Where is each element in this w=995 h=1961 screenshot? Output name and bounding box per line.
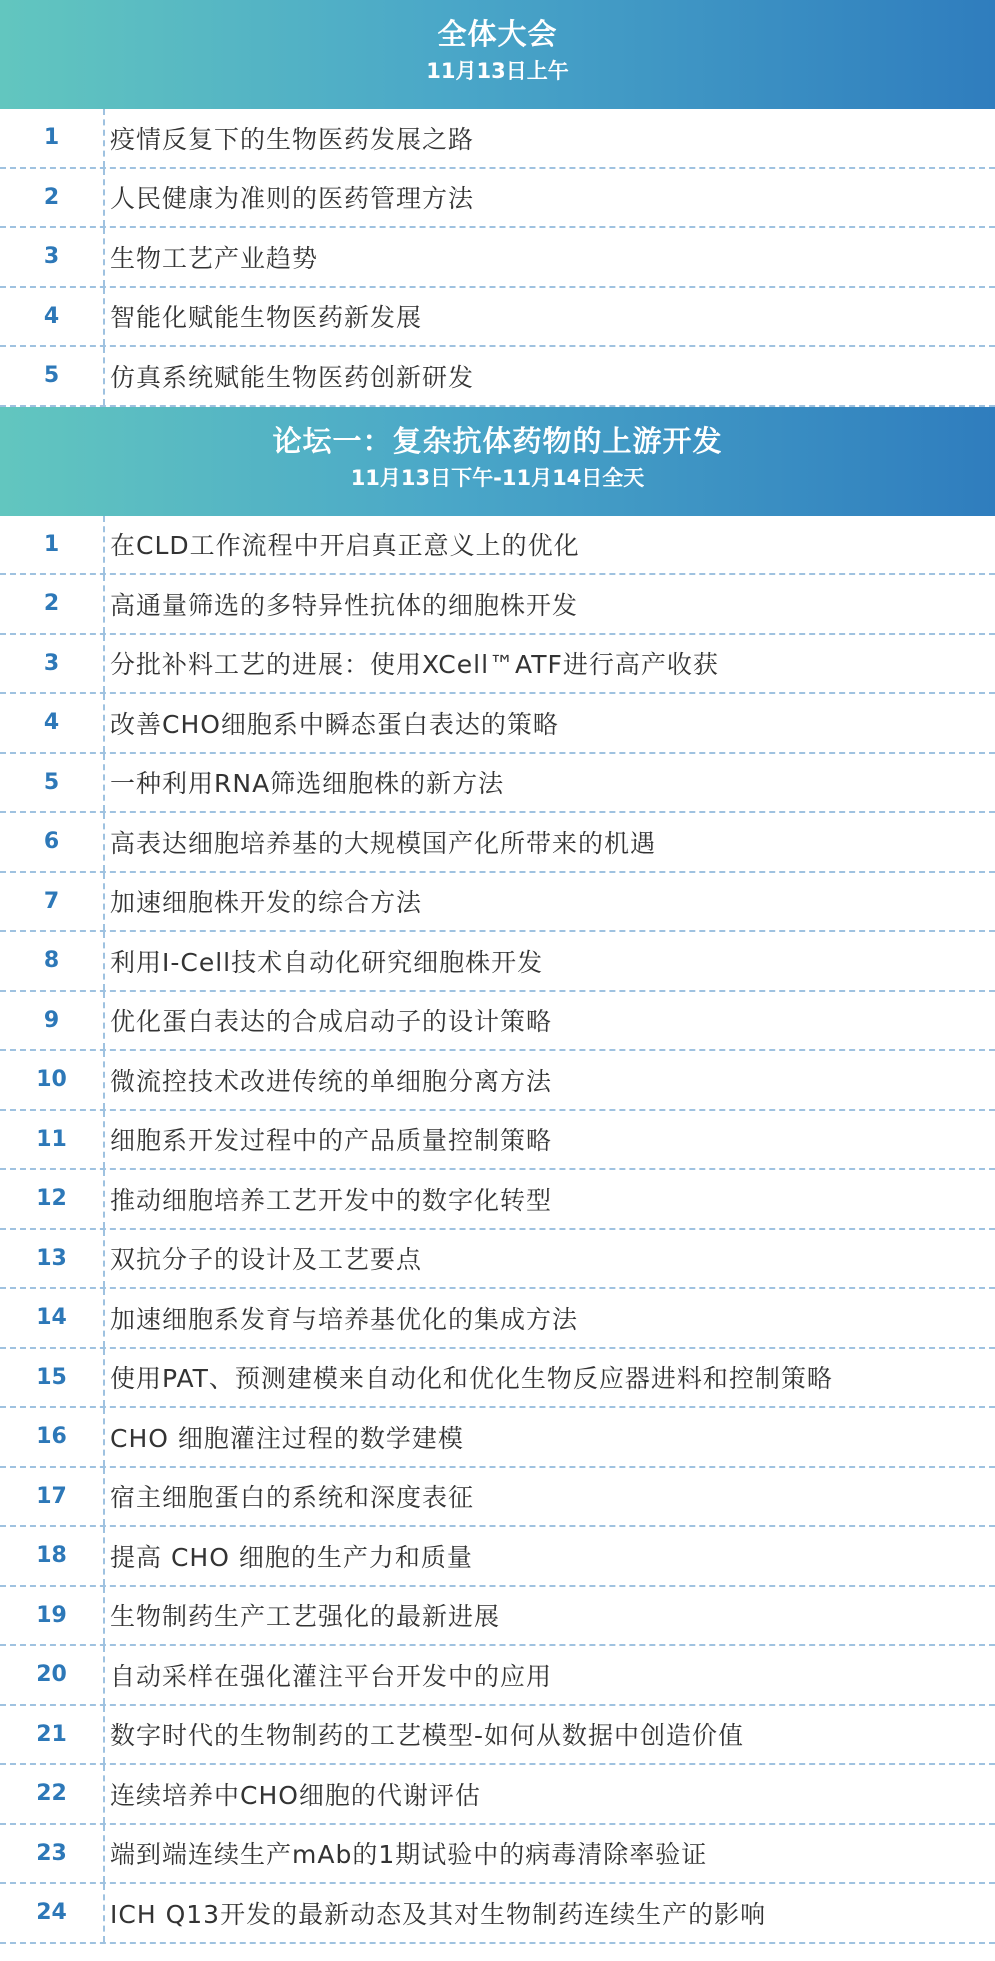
agenda-number: 2 xyxy=(43,184,60,210)
agenda-topic: 自动采样在强化灌注平台开发中的应用 xyxy=(110,1661,553,1691)
agenda-number: 14 xyxy=(36,1305,67,1331)
column-divider xyxy=(103,1230,105,1288)
agenda-row xyxy=(0,754,995,814)
agenda-number: 15 xyxy=(36,1364,67,1390)
agenda-row xyxy=(0,932,995,992)
agenda-topic: 推动细胞培养工艺开发中的数字化转型 xyxy=(110,1185,553,1215)
agenda-row xyxy=(0,228,995,288)
agenda-row xyxy=(0,1646,995,1706)
column-divider xyxy=(103,1527,105,1585)
agenda-number: 9 xyxy=(43,1007,60,1033)
agenda-row xyxy=(0,873,995,933)
column-divider xyxy=(103,1289,105,1347)
section-date: 11月13日下午-11月14日全天 xyxy=(350,465,645,490)
agenda-row xyxy=(0,1468,995,1528)
agenda-number: 23 xyxy=(36,1840,67,1866)
agenda-topic: 优化蛋白表达的合成启动子的设计策略 xyxy=(110,1007,553,1037)
agenda-topic: 高通量筛选的多特异性抗体的细胞株开发 xyxy=(110,590,579,620)
column-divider xyxy=(103,1408,105,1466)
column-divider xyxy=(103,1111,105,1169)
agenda-topic: 加速细胞株开发的综合方法 xyxy=(110,888,423,918)
column-divider xyxy=(103,1884,105,1942)
agenda-number: 4 xyxy=(43,303,60,329)
agenda-row xyxy=(0,694,995,754)
agenda-number: 1 xyxy=(43,531,60,557)
agenda-topic: 改善CHO细胞系中瞬态蛋白表达的策略 xyxy=(110,709,559,739)
agenda-topic: 生物制药生产工艺强化的最新进展 xyxy=(110,1602,501,1632)
agenda-number: 3 xyxy=(43,650,60,676)
agenda-number: 5 xyxy=(43,769,60,795)
agenda-topic: 端到端连续生产mAb的1期试验中的病毒清除率验证 xyxy=(110,1840,708,1870)
agenda-number: 24 xyxy=(36,1900,67,1926)
agenda-row xyxy=(0,109,995,169)
section-title: 论坛一：复杂抗体药物的上游开发 xyxy=(272,423,723,458)
section-header xyxy=(0,0,995,109)
column-divider xyxy=(103,694,105,752)
agenda-topic: 人民健康为准则的医药管理方法 xyxy=(110,184,475,214)
column-divider xyxy=(103,1587,105,1645)
agenda-topic: 连续培养中CHO细胞的代谢评估 xyxy=(110,1780,481,1810)
agenda-number: 20 xyxy=(36,1662,67,1688)
agenda-number: 10 xyxy=(36,1067,67,1093)
agenda-topic: CHO 细胞灌注过程的数学建模 xyxy=(110,1423,464,1453)
column-divider xyxy=(103,932,105,990)
agenda-topic: 仿真系统赋能生物医药创新研发 xyxy=(110,362,475,392)
agenda-number: 8 xyxy=(43,948,60,974)
column-divider xyxy=(103,1765,105,1823)
agenda-row xyxy=(0,813,995,873)
column-divider xyxy=(103,516,105,574)
agenda-number: 11 xyxy=(36,1126,67,1152)
agenda-number: 17 xyxy=(36,1483,67,1509)
agenda-row xyxy=(0,635,995,695)
agenda-number: 6 xyxy=(43,829,60,855)
agenda-number: 18 xyxy=(36,1543,67,1569)
agenda-number: 5 xyxy=(43,363,60,389)
agenda-topic: 数字时代的生物制药的工艺模型-如何从数据中创造价值 xyxy=(110,1721,745,1751)
agenda-number: 12 xyxy=(36,1186,67,1212)
agenda-row xyxy=(0,1051,995,1111)
agenda-row xyxy=(0,169,995,229)
agenda-topic: 生物工艺产业趋势 xyxy=(110,243,319,273)
agenda-row xyxy=(0,288,995,348)
agenda-row xyxy=(0,347,995,407)
agenda-number: 16 xyxy=(36,1424,67,1450)
agenda-number: 22 xyxy=(36,1781,67,1807)
agenda-row xyxy=(0,1706,995,1766)
agenda-list xyxy=(0,516,995,1944)
agenda-row xyxy=(0,1527,995,1587)
column-divider xyxy=(103,1051,105,1109)
agenda-topic: 利用I-Cell技术自动化研究细胞株开发 xyxy=(110,947,544,977)
agenda-number: 19 xyxy=(36,1602,67,1628)
agenda-row xyxy=(0,575,995,635)
column-divider xyxy=(103,635,105,693)
agenda-topic: 提高 CHO 细胞的生产力和质量 xyxy=(110,1542,473,1572)
agenda-topic: 在CLD工作流程中开启真正意义上的优化 xyxy=(110,531,580,561)
section-title: 全体大会 xyxy=(437,17,558,51)
column-divider xyxy=(103,992,105,1050)
agenda-topic: 加速细胞系发育与培养基优化的集成方法 xyxy=(110,1304,579,1334)
agenda-number: 4 xyxy=(43,710,60,736)
agenda-list xyxy=(0,109,995,407)
column-divider xyxy=(103,1170,105,1228)
column-divider xyxy=(103,813,105,871)
column-divider xyxy=(103,109,105,167)
agenda-number: 1 xyxy=(43,125,60,151)
column-divider xyxy=(103,1646,105,1704)
agenda-topic: 使用PAT、预测建模来自动化和优化生物反应器进料和控制策略 xyxy=(110,1364,833,1394)
agenda-row xyxy=(0,1408,995,1468)
agenda-row xyxy=(0,1349,995,1409)
agenda-topic: 疫情反复下的生物医药发展之路 xyxy=(110,124,475,154)
agenda-topic: 细胞系开发过程中的产品质量控制策略 xyxy=(110,1126,553,1156)
agenda-number: 21 xyxy=(36,1721,67,1747)
agenda-topic: 一种利用RNA筛选细胞株的新方法 xyxy=(110,769,505,799)
agenda-topic: 高表达细胞培养基的大规模国产化所带来的机遇 xyxy=(110,828,657,858)
agenda-row xyxy=(0,992,995,1052)
agenda-row xyxy=(0,1884,995,1944)
section-header xyxy=(0,407,995,516)
column-divider xyxy=(103,1468,105,1526)
agenda-row xyxy=(0,1765,995,1825)
column-divider xyxy=(103,347,105,405)
agenda-topic: 双抗分子的设计及工艺要点 xyxy=(110,1245,423,1275)
agenda-row xyxy=(0,1170,995,1230)
section-date: 11月13日上午 xyxy=(426,59,569,83)
agenda-row xyxy=(0,1289,995,1349)
agenda-row xyxy=(0,1825,995,1885)
agenda-number: 2 xyxy=(43,591,60,617)
agenda-topic: 分批补料工艺的进展：使用XCell™ATF进行高产收获 xyxy=(110,650,719,680)
column-divider xyxy=(103,1706,105,1764)
agenda-row xyxy=(0,516,995,576)
agenda-number: 3 xyxy=(43,244,60,270)
column-divider xyxy=(103,228,105,286)
agenda-row xyxy=(0,1587,995,1647)
agenda-row xyxy=(0,1111,995,1171)
agenda-number: 13 xyxy=(36,1245,67,1271)
column-divider xyxy=(103,169,105,227)
column-divider xyxy=(103,288,105,346)
agenda-topic: 宿主细胞蛋白的系统和深度表征 xyxy=(110,1483,475,1513)
agenda-topic: 智能化赋能生物医药新发展 xyxy=(110,303,423,333)
column-divider xyxy=(103,754,105,812)
agenda-row xyxy=(0,1230,995,1290)
column-divider xyxy=(103,575,105,633)
agenda-topic: 微流控技术改进传统的单细胞分离方法 xyxy=(110,1066,553,1096)
column-divider xyxy=(103,1825,105,1883)
column-divider xyxy=(103,873,105,931)
agenda-topic: ICH Q13开发的最新动态及其对生物制药连续生产的影响 xyxy=(110,1899,767,1929)
agenda-number: 7 xyxy=(43,888,60,914)
column-divider xyxy=(103,1349,105,1407)
